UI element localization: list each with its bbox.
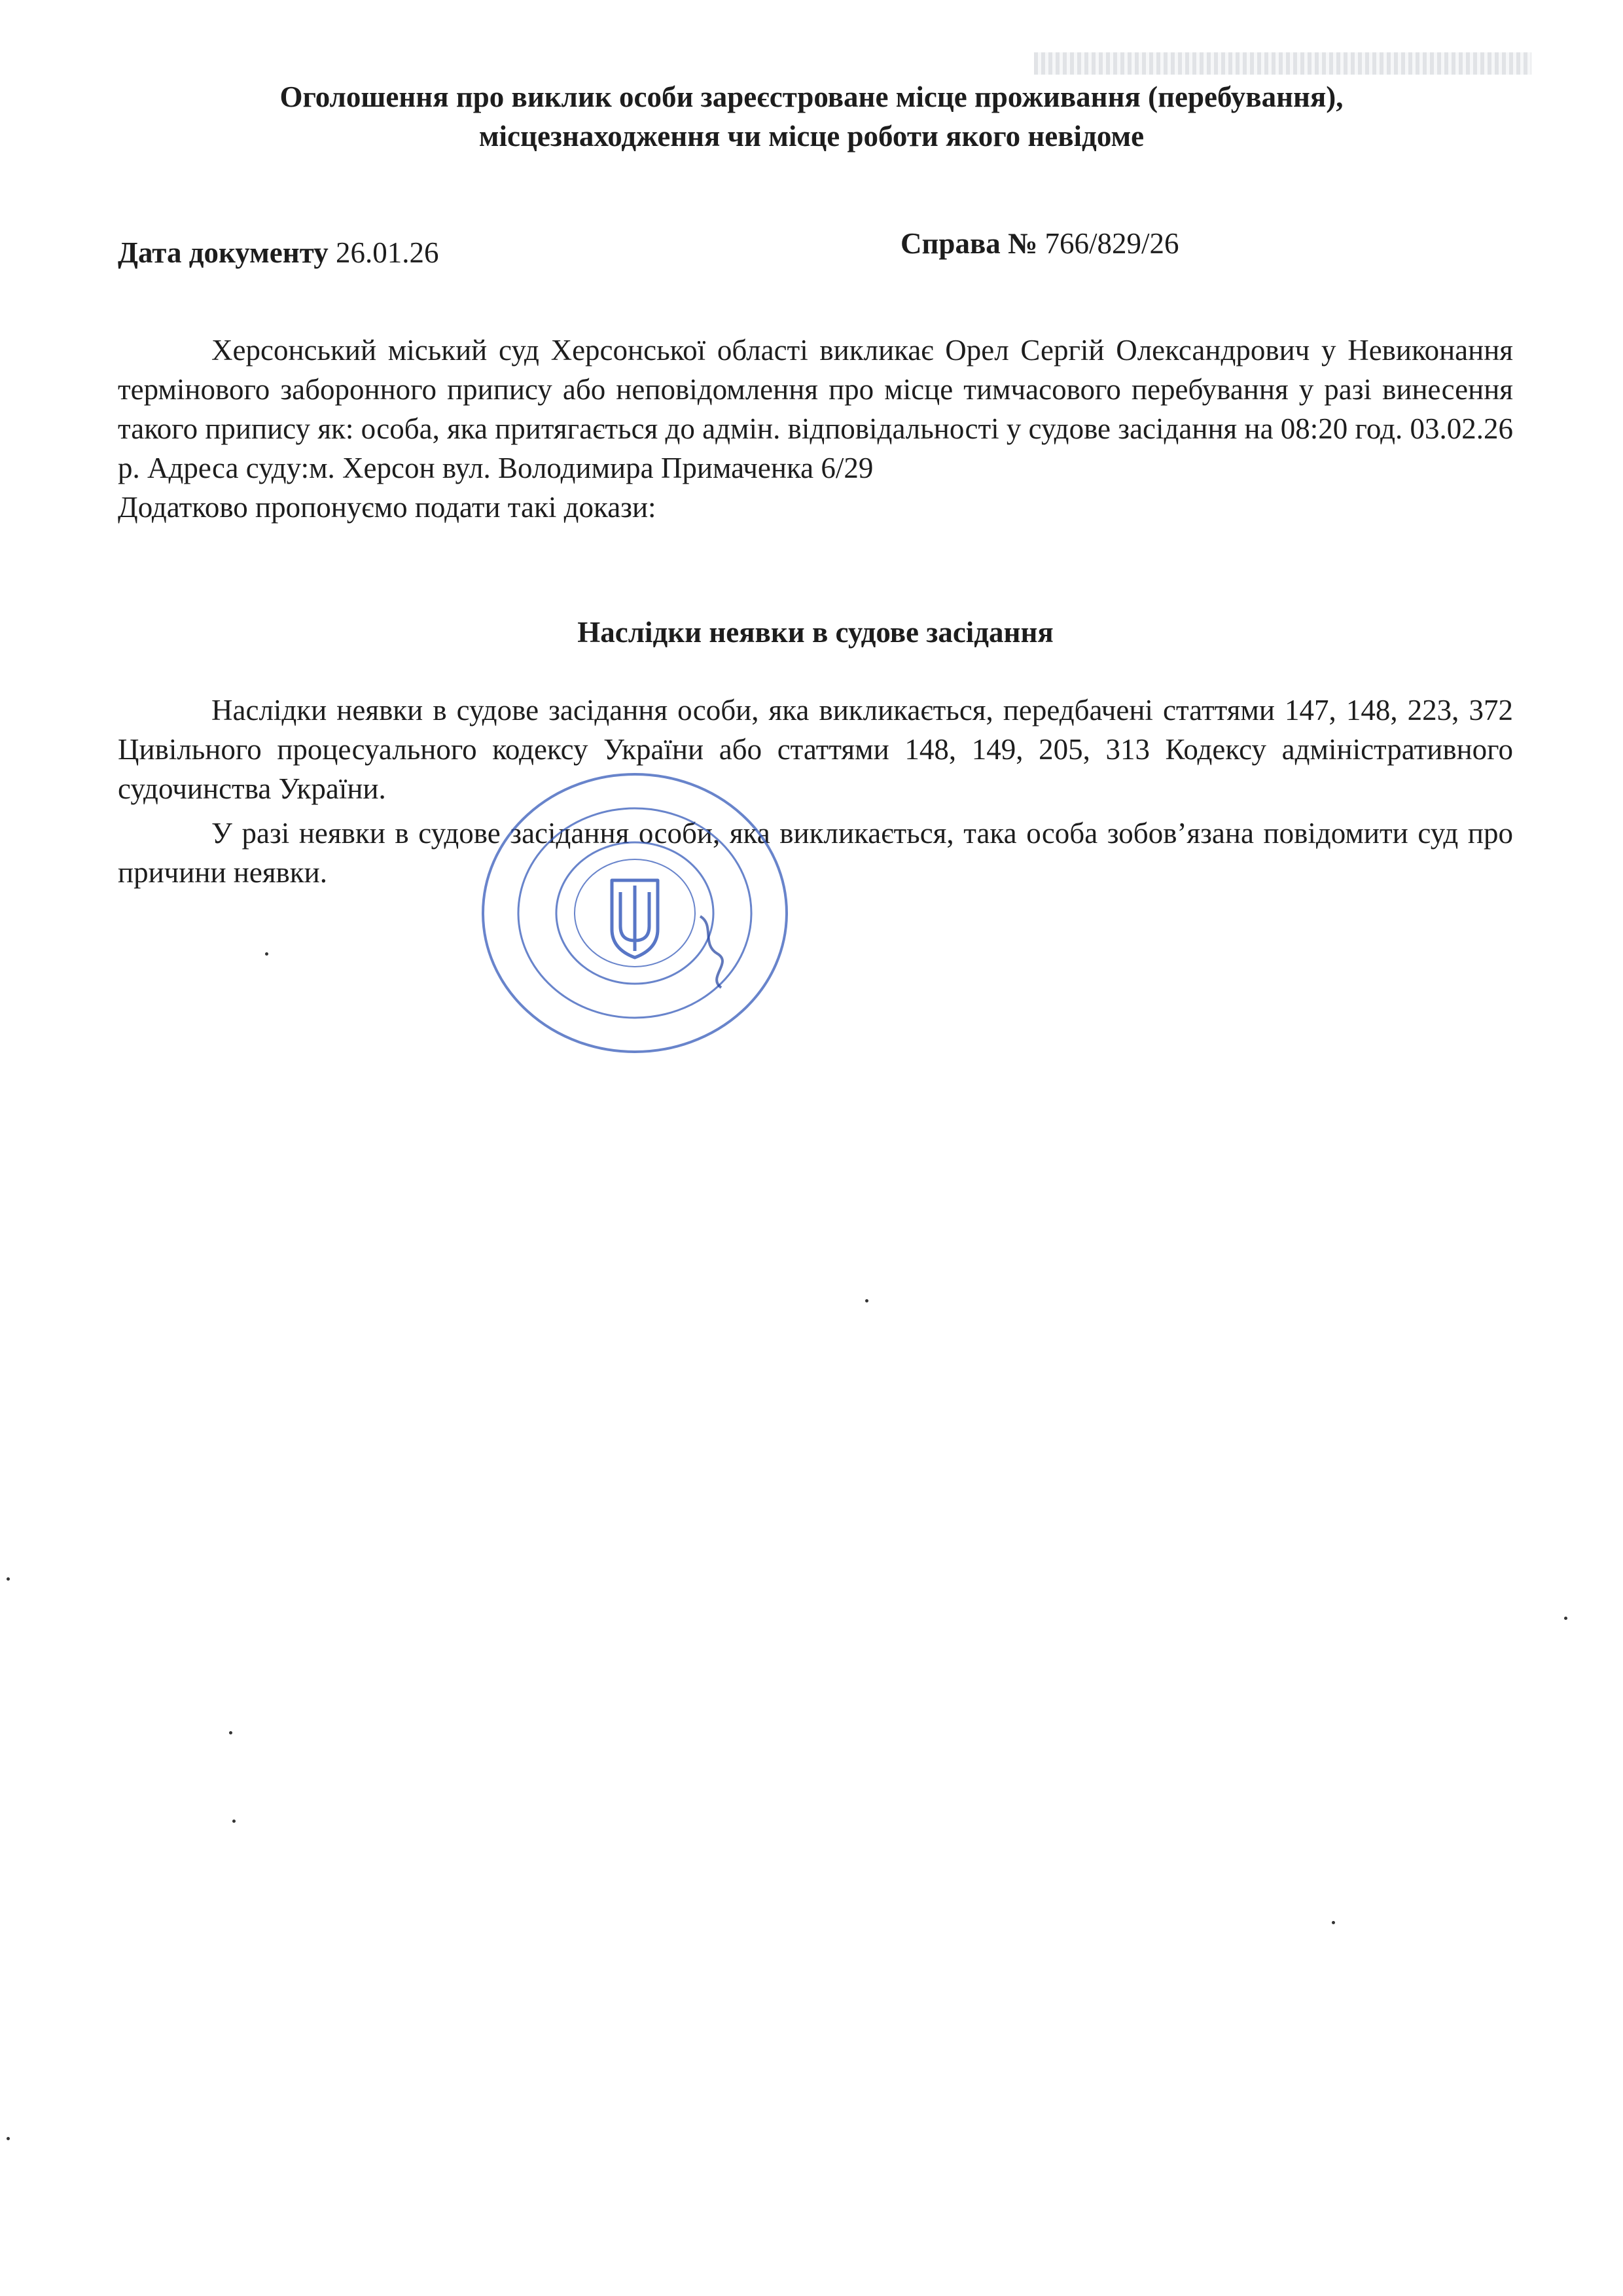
case-value: 766/829/26 xyxy=(1044,227,1179,260)
title-line-1: Оголошення про виклик особи зареєстроване місце проживання (перебування), xyxy=(279,81,1344,113)
consequences-body xyxy=(118,691,1513,892)
scan-speck xyxy=(265,952,268,956)
case-label: Справа № xyxy=(901,227,1038,260)
document-date xyxy=(118,236,438,270)
scan-speck xyxy=(7,1577,10,1581)
scan-speck xyxy=(865,1299,868,1302)
trident-icon xyxy=(612,880,658,958)
evidence-line: Додатково пропонуємо подати такі докази: xyxy=(118,491,656,524)
court-seal xyxy=(471,769,798,1057)
scan-speck xyxy=(229,1731,232,1734)
title-line-2: місцезнаходження чи місце роботи якого невідоме xyxy=(478,120,1145,152)
page-title xyxy=(118,77,1505,156)
scanner-edge-mark xyxy=(1034,52,1531,75)
summons-paragraph: Херсонський міський суд Херсонської області викликає Орел Сергій Олександрович у Невиконання термінового заборонного припису або неповідомлення про місце тимчасового перебування у разі винесення такого припису як: особа, яка притягається до адмін. відповідальності у судове засідання на 08:20 год. 03.02.26 р. Адреса суду:м. Херсон вул. Володимира Примаченка 6/29 xyxy=(118,334,1513,484)
scan-speck xyxy=(7,2137,10,2140)
date-label: Дата документу xyxy=(118,236,329,269)
consequences-heading: Наслідки неявки в судове засідання xyxy=(577,616,1054,649)
scan-speck xyxy=(232,1820,236,1823)
consequences-paragraph-1: Наслідки неявки в судове засідання особи, яка викликається, передбачені статтями 147, 148, 223, 372 Цивільного процесуального кодексу України або статтями 148, 149, 205, 313 Кодексу адміністративного судочинства України. xyxy=(118,694,1513,805)
scan-speck xyxy=(1564,1617,1567,1620)
date-value: 26.01.26 xyxy=(335,236,439,269)
consequences-paragraph-2: У разі неявки в судове засідання особи, яка викликається, така особа зобов’язана повідомити суд про причини неявки. xyxy=(118,817,1513,889)
case-number xyxy=(901,226,1179,260)
summons-body xyxy=(118,331,1513,527)
scan-speck xyxy=(1332,1921,1335,1924)
